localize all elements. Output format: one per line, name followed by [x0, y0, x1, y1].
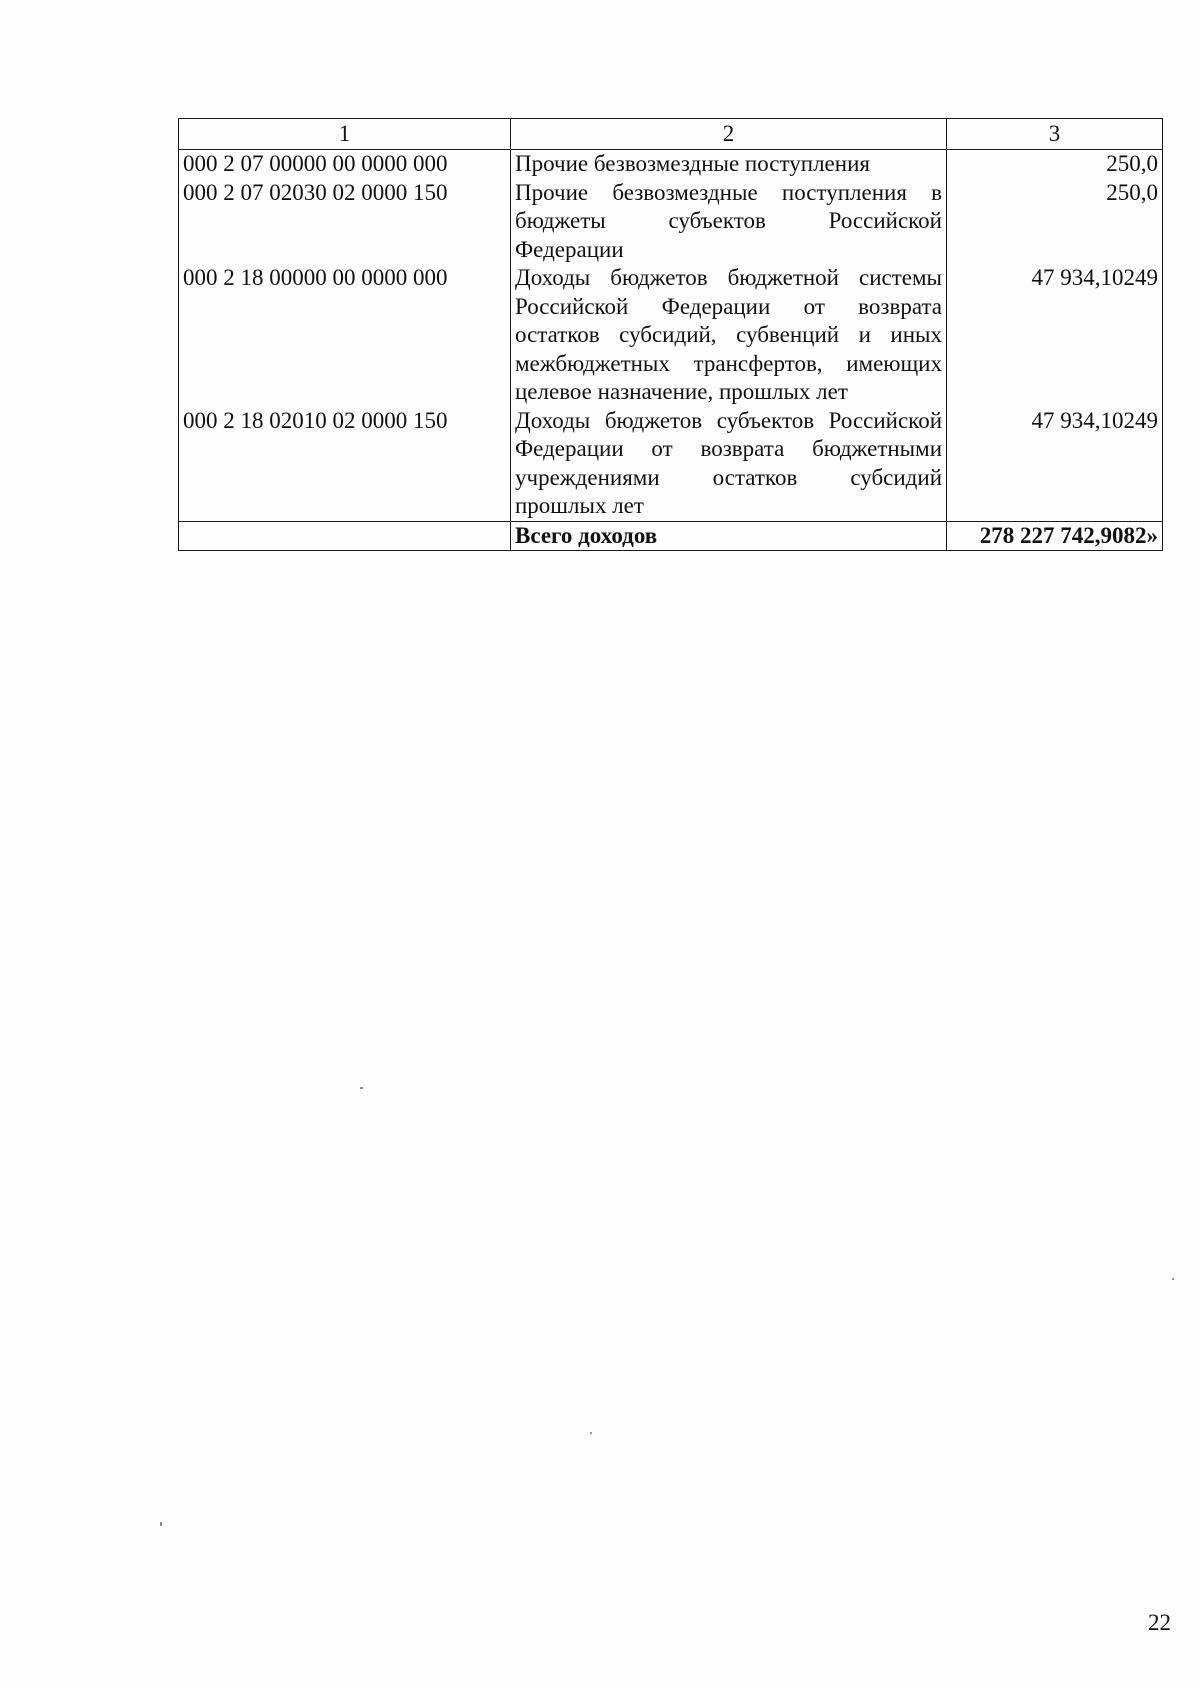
total-row — [179, 521, 1163, 550]
total-amount: 278 227 742,9082» — [947, 521, 1163, 550]
scan-speck — [1172, 1278, 1174, 1280]
column-header-3: 3 — [947, 119, 1163, 150]
column-header-2: 2 — [511, 119, 947, 150]
revenue-table — [178, 118, 1163, 551]
revenue-amount: 47 934,10249 — [947, 264, 1163, 407]
budget-code: 000 2 18 00000 00 0000 000 — [179, 264, 511, 407]
page-number: 22 — [1148, 1610, 1171, 1635]
revenue-amount: 47 934,10249 — [947, 407, 1163, 522]
revenue-amount: 250,0 — [947, 150, 1163, 179]
table-row — [179, 264, 1163, 407]
budget-code: 000 2 07 00000 00 0000 000 — [179, 150, 511, 179]
budget-code: 000 2 18 02010 02 0000 150 — [179, 407, 511, 522]
table-row — [179, 150, 1163, 179]
revenue-name: Прочие безвозмездные поступления — [511, 150, 947, 179]
total-label: Всего доходов — [511, 521, 947, 550]
revenue-amount: 250,0 — [947, 179, 1163, 265]
table-row — [179, 407, 1163, 522]
scan-speck — [160, 1522, 162, 1526]
total-empty-cell — [179, 521, 511, 550]
scan-speck — [590, 1432, 592, 1434]
table-header-row — [179, 119, 1163, 150]
revenue-name: Прочие безвозмездные поступления в бюджеты субъектов Российской Федерации — [511, 179, 947, 265]
revenue-name: Доходы бюджетов бюджетной системы Российской Федерации от возврата остатков субсидий, субвенций и иных межбюджетных трансфертов, имеющих целевое назначение, прошлых лет — [511, 264, 947, 407]
table-row — [179, 179, 1163, 265]
scan-speck — [360, 1087, 363, 1089]
column-header-1: 1 — [179, 119, 511, 150]
revenue-name: Доходы бюджетов субъектов Российской Федерации от возврата бюджетными учреждениями остатков субсидий прошлых лет — [511, 407, 947, 522]
budget-code: 000 2 07 02030 02 0000 150 — [179, 179, 511, 265]
